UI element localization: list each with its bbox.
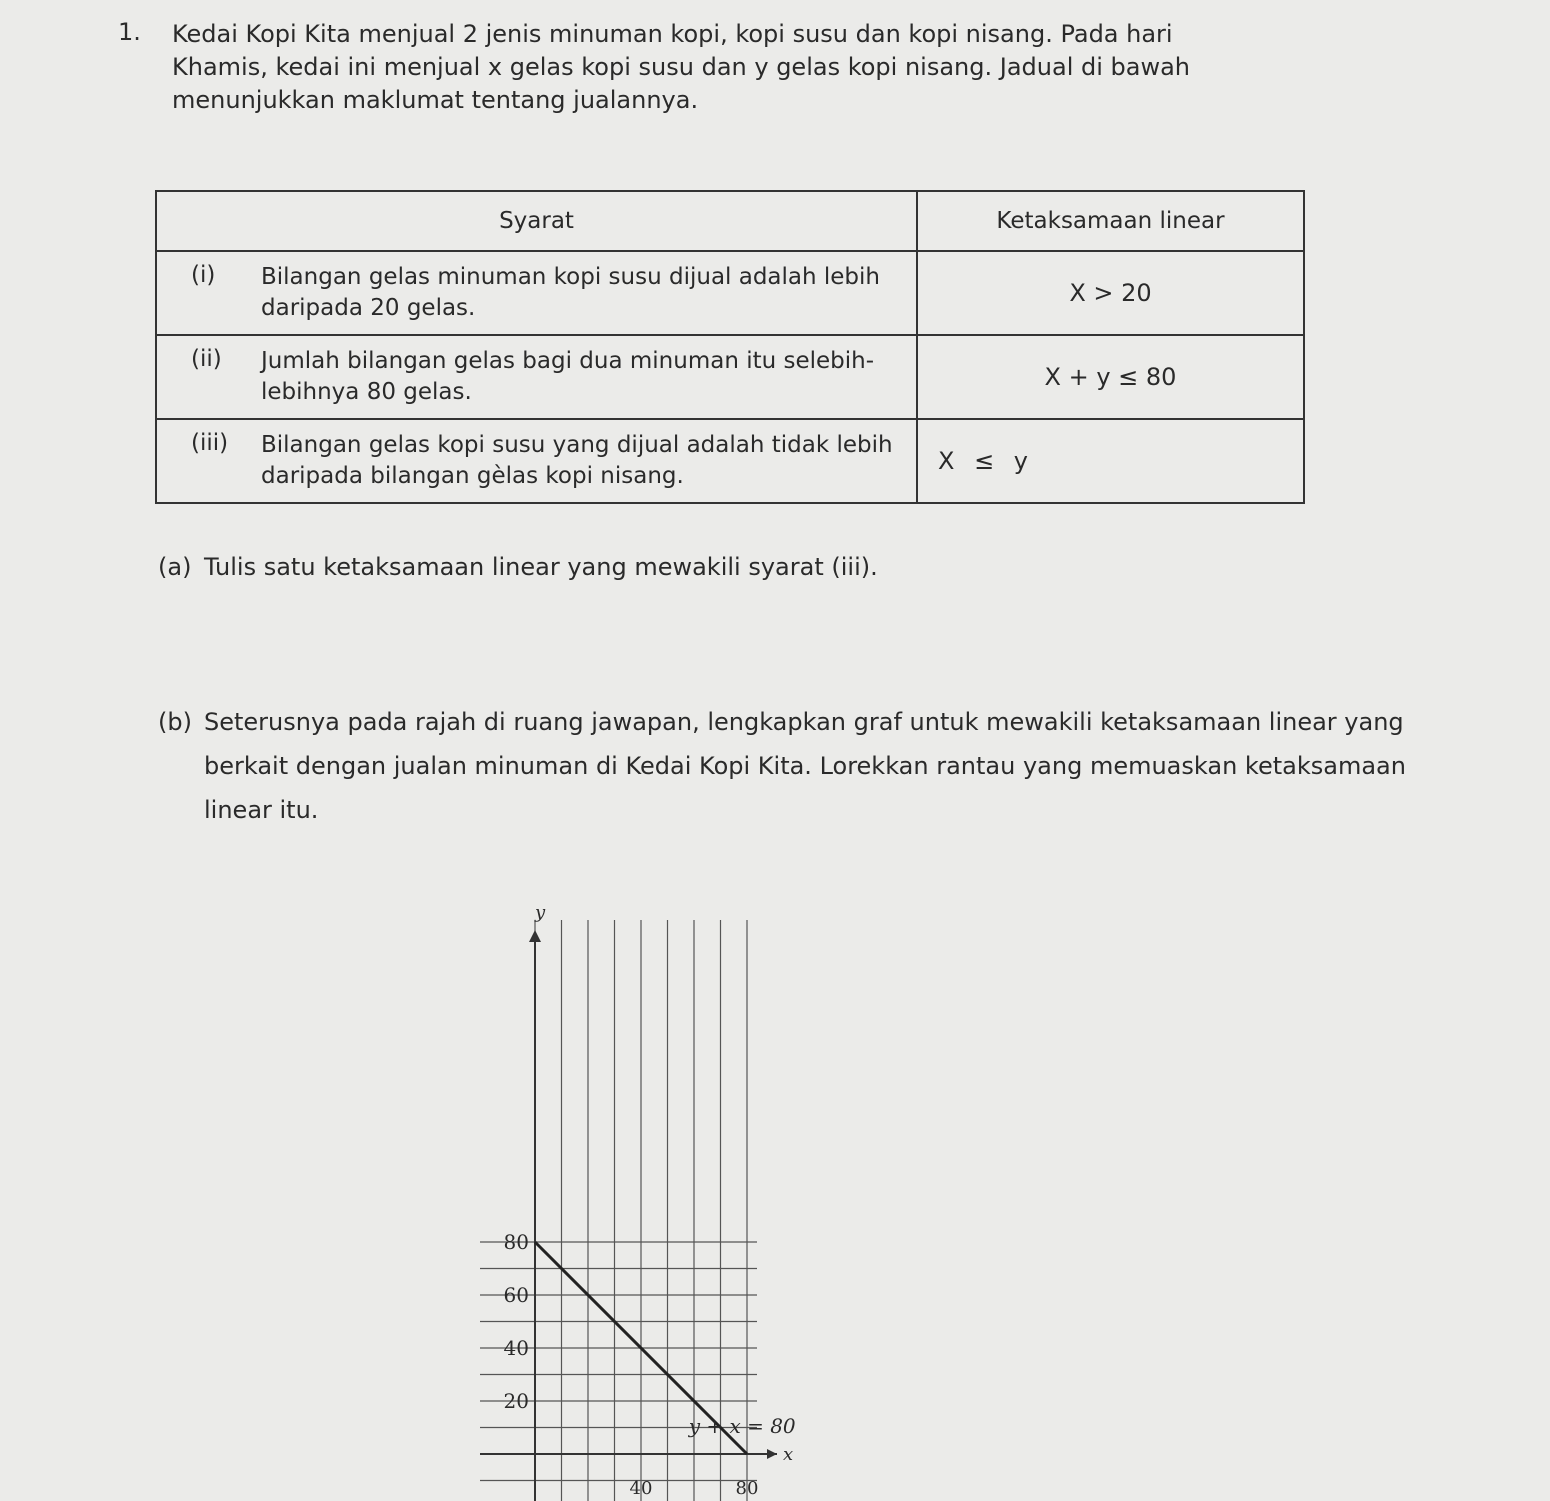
question-number: 1. bbox=[118, 18, 141, 46]
y-tick-label: 40 bbox=[503, 1336, 529, 1360]
intro-line-1: Kedai Kopi Kita menjual 2 jenis minuman kopi, kopi susu dan kopi nisang. Pada hari bbox=[172, 20, 1173, 48]
condition-number: (i) bbox=[191, 262, 216, 288]
condition-number: (ii) bbox=[191, 346, 222, 372]
x-tick-label: 80 bbox=[735, 1478, 759, 1499]
intro-line-3: menunjukkan maklumat tentang jualannya. bbox=[172, 86, 699, 114]
answer-graph bbox=[470, 890, 1190, 1501]
y-axis-arrow bbox=[529, 930, 541, 942]
y-axis-label: y bbox=[535, 902, 546, 923]
conditions-table bbox=[155, 190, 1305, 504]
table-row bbox=[156, 251, 1304, 335]
question-intro bbox=[172, 18, 1312, 117]
part-b-text: Seterusnya pada rajah di ruang jawapan, lengkapkan graf untuk mewakili ketaksamaan linear yang berkait dengan jualan minuman di Kedai Kopi Kita. Lorekkan rantau yang memuaskan ketaksamaan linear itu. bbox=[204, 708, 1406, 824]
intro-line-2: Khamis, kedai ini menjual x gelas kopi susu dan y gelas kopi nisang. Jadual di bawah bbox=[172, 53, 1191, 81]
x-axis-label: x bbox=[783, 1444, 794, 1465]
part-b bbox=[158, 700, 1418, 824]
y-tick-label: 80 bbox=[503, 1230, 529, 1254]
line-equation-label: y + x = 80 bbox=[688, 1413, 796, 1438]
y-tick-label: 60 bbox=[503, 1283, 529, 1307]
inequality-cell: X + y ≤ 80 bbox=[917, 335, 1304, 419]
inequality-cell: X > 20 bbox=[917, 251, 1304, 335]
y-tick-label: 20 bbox=[503, 1389, 529, 1413]
condition-number: (iii) bbox=[191, 430, 229, 456]
x-tick-label: 40 bbox=[629, 1478, 653, 1499]
header-condition: Syarat bbox=[156, 191, 917, 251]
part-a-label: (a) bbox=[158, 553, 192, 581]
part-a bbox=[158, 545, 878, 589]
condition-cell bbox=[156, 335, 917, 419]
part-a-text: Tulis satu ketaksamaan linear yang mewakili syarat (iii). bbox=[204, 553, 878, 581]
condition-text: Bilangan gelas minuman kopi susu dijual adalah lebih daripada 20 gelas. bbox=[261, 264, 881, 321]
part-b-label: (b) bbox=[158, 708, 192, 736]
table-header-row bbox=[156, 191, 1304, 251]
header-inequality: Ketaksamaan linear bbox=[917, 191, 1304, 251]
table-row bbox=[156, 335, 1304, 419]
condition-text: Jumlah bilangan gelas bagi dua minuman itu selebih-lebihnya 80 gelas. bbox=[261, 348, 875, 405]
handwritten-answer: X ≤ y bbox=[917, 419, 1304, 503]
x-axis-arrow bbox=[767, 1449, 777, 1459]
table-row bbox=[156, 419, 1304, 503]
condition-cell bbox=[156, 419, 917, 503]
condition-cell bbox=[156, 251, 917, 335]
condition-text: Bilangan gelas kopi susu yang dijual adalah tidak lebih daripada bilangan gèlas kopi nisang. bbox=[261, 432, 893, 489]
